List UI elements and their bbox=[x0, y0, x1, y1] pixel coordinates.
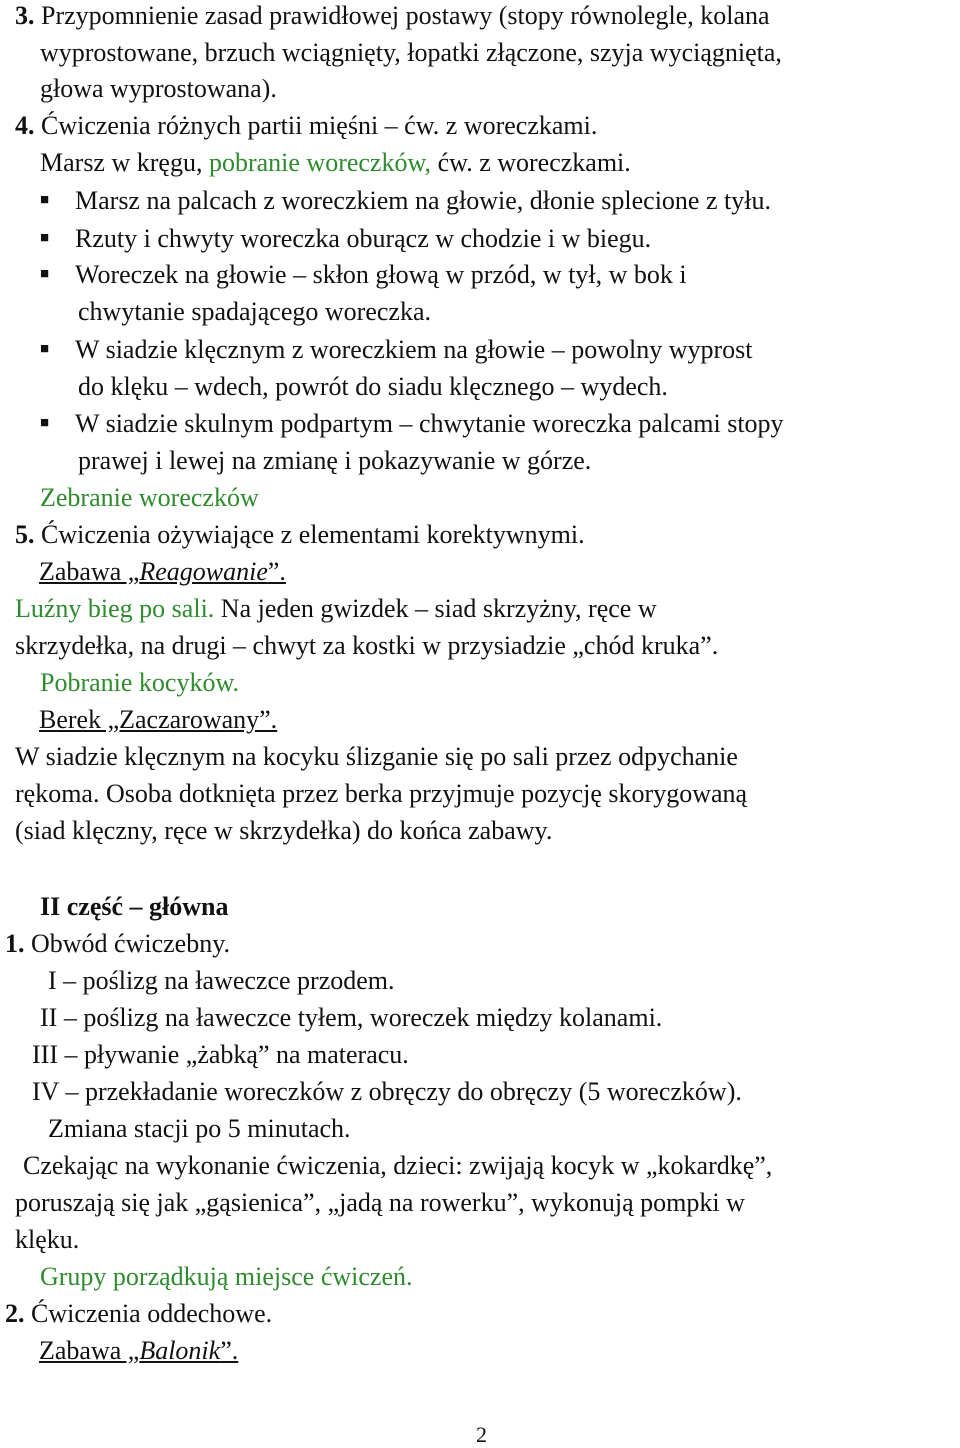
section4-march: Marsz w kręgu, bbox=[40, 148, 209, 177]
section4-collect-bags: pobranie woreczków, bbox=[208, 148, 432, 177]
section4-title-line bbox=[15, 107, 597, 144]
part2-item1-line bbox=[5, 925, 230, 962]
whistle-instruction: Na jeden gwizdek – siad skrzyżny, ręce w bbox=[214, 594, 657, 623]
game-reagowanie-title bbox=[15, 553, 286, 590]
part2-item2-number: 2. bbox=[5, 1299, 25, 1328]
groups-tidy-note: Grupy porządkują miejsce ćwiczeń. bbox=[40, 1262, 413, 1291]
collect-bags-note: Zebranie woreczków bbox=[40, 483, 259, 512]
section5-text2: skrzydełka, na drugi – chwyt za kostki w przysiadzie „chód kruka”. bbox=[15, 631, 719, 660]
bullet-item: Rzuty i chwyty woreczka oburącz w chodzie i w biegu. bbox=[75, 224, 652, 253]
section4-number: 4. bbox=[15, 111, 35, 140]
loose-run: Luźny bieg po sali. bbox=[15, 594, 215, 623]
section3-number: 3. bbox=[15, 1, 35, 30]
section5-text1 bbox=[15, 590, 657, 627]
section4-bag-exercises: ćw. z woreczkami. bbox=[431, 148, 631, 177]
section3-text: Przypomnienie zasad prawidłowej postawy (stopy równolegle, kolana bbox=[41, 1, 770, 30]
section4-line2 bbox=[40, 144, 631, 181]
bullet-item: W siadzie skulnym podpartym – chwytanie woreczka palcami stopy bbox=[75, 409, 784, 438]
part2-item1-title: Obwód ćwiczebny. bbox=[31, 929, 231, 958]
collect-blankets-note: Pobranie kocyków. bbox=[40, 668, 240, 697]
station-item: IV – przekładanie woreczków z obręczy do obręczy (5 woreczków). bbox=[32, 1077, 742, 1106]
bullet-square-icon: ■ bbox=[40, 415, 50, 431]
section5-number: 5. bbox=[15, 520, 35, 549]
game-balonik-title bbox=[15, 1332, 238, 1369]
bullet-item: W siadzie klęcznym z woreczkiem na głowie – powolny wyprost bbox=[75, 335, 753, 364]
game-berek-title bbox=[15, 701, 277, 738]
section5-title: Ćwiczenia ożywiające z elementami korektywnymi. bbox=[41, 520, 585, 549]
bullet-item: Woreczek na głowie – skłon głową w przód, w tył, w bok i bbox=[75, 260, 687, 289]
section3-line2: wyprostowane, brzuch wciągnięty, łopatki złączone, szyja wyciągnięta, bbox=[40, 38, 782, 67]
part2-item1-number: 1. bbox=[5, 929, 25, 958]
section4-title: Ćwiczenia różnych partii mięśni – ćw. z woreczkami. bbox=[41, 111, 598, 140]
bullet-square-icon: ■ bbox=[40, 230, 50, 246]
bullet-item-continuation: chwytanie spadającego woreczka. bbox=[78, 297, 431, 326]
page-number: 2 bbox=[476, 1422, 487, 1447]
section3-line1 bbox=[15, 0, 770, 34]
game-name: Reagowanie bbox=[139, 557, 268, 586]
station-item: III – pływanie „żabką” na materacu. bbox=[32, 1040, 409, 1069]
bullet-item-continuation: do klęku – wdech, powrót do siadu klęcznego – wydech. bbox=[78, 372, 668, 401]
part2-heading: II część – główna bbox=[40, 892, 229, 921]
game-name: Balonik bbox=[139, 1336, 221, 1365]
game-prefix: Zabawa „ bbox=[39, 557, 140, 586]
section5-title-line bbox=[15, 516, 585, 553]
section3-line3: głowa wyprostowana). bbox=[40, 74, 277, 103]
station-change-note: Zmiana stacji po 5 minutach. bbox=[48, 1114, 351, 1143]
bullet-square-icon: ■ bbox=[40, 192, 50, 208]
bullet-item: Marsz na palcach z woreczkiem na głowie, dłonie splecione z tyłu. bbox=[75, 186, 771, 215]
bullet-item-continuation: prawej i lewej na zmianę i pokazywanie w górze. bbox=[78, 446, 592, 475]
part2-item2-title: Ćwiczenia oddechowe. bbox=[31, 1299, 273, 1328]
station-item: II – poślizg na ławeczce tyłem, woreczek między kolanami. bbox=[40, 1003, 663, 1032]
game-prefix: Zabawa „ bbox=[39, 1336, 140, 1365]
bullet-square-icon: ■ bbox=[40, 266, 50, 282]
game-suffix: ”. bbox=[267, 557, 286, 586]
part2-item2-line bbox=[5, 1295, 272, 1332]
section5-text5: (siad klęczny, ręce w skrzydełka) do końca zabawy. bbox=[15, 816, 553, 845]
game-berek-name: Berek „Zaczarowany”. bbox=[39, 705, 278, 734]
station-item: I – poślizg na ławeczce przodem. bbox=[48, 966, 395, 995]
section5-text3: W siadzie klęcznym na kocyku ślizganie się po sali przez odpychanie bbox=[15, 742, 738, 771]
waiting-text3: klęku. bbox=[15, 1225, 80, 1254]
waiting-text1: Czekając na wykonanie ćwiczenia, dzieci: zwijają kocyk w „kokardkę”, bbox=[23, 1151, 773, 1180]
section5-text4: rękoma. Osoba dotknięta przez berka przyjmuje pozycję skorygowaną bbox=[15, 779, 748, 808]
waiting-text2: poruszają się jak „gąsienica”, „jadą na rowerku”, wykonują pompki w bbox=[15, 1188, 745, 1217]
game-suffix: ”. bbox=[220, 1336, 239, 1365]
bullet-square-icon: ■ bbox=[40, 341, 50, 357]
